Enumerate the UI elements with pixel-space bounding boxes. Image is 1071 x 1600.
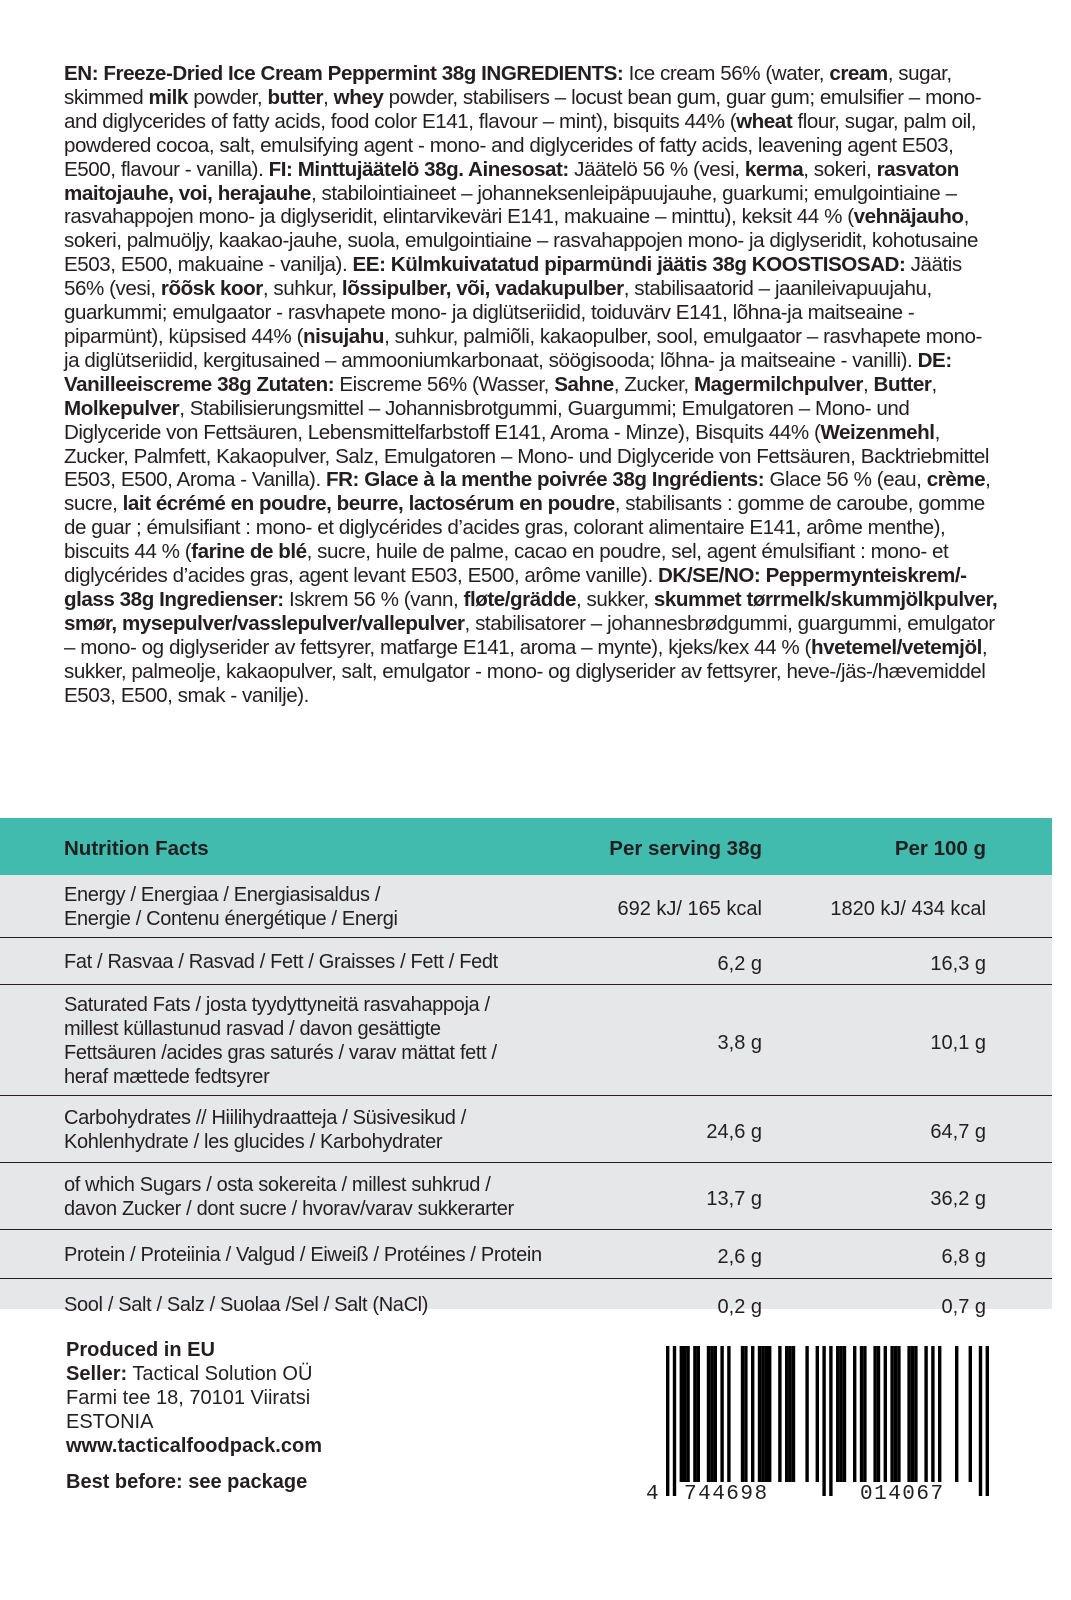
nutrition-value-per-100g: 1820 kJ/ 434 kcal bbox=[830, 898, 986, 920]
nutrition-row bbox=[0, 985, 1052, 1096]
ingredient-text: , sukker, bbox=[576, 587, 654, 611]
ingredient-bold-text: whey bbox=[333, 85, 384, 109]
nutrition-label-line: Fettsäuren /acides gras saturés / varav mättat fett / bbox=[64, 1042, 497, 1064]
nutrition-row bbox=[0, 1163, 1052, 1230]
barcode-bar bbox=[686, 1346, 689, 1482]
barcode-bar bbox=[843, 1346, 846, 1482]
barcode-bar bbox=[758, 1346, 761, 1482]
ingredient-text: , Zucker, bbox=[613, 372, 694, 396]
nutrition-rows bbox=[0, 875, 1052, 1329]
barcode-bar bbox=[836, 1346, 839, 1482]
barcode-bar bbox=[805, 1346, 808, 1482]
ingredient-text: powder, stabilisers – locust bean gum, guar gum; emulsifier – mono- and diglycerides of fatty acids, food color E141, flavour – mint), bisquits 44% ( bbox=[64, 85, 982, 133]
ingredient-text: Jäätelö 56 % (vesi, bbox=[568, 157, 745, 181]
ingredient-text: , stabilointiaineet – johanneksenleipäpuujauhe, guarkumi; emulgointiaine – rasvahappojen mono- ja diglyseridit, elintarvikeväri E141, makuaine – minttu), keksit 44 % ( bbox=[64, 181, 957, 229]
ingredient-text: , stabilisaatorid – jaanileivapuujahu, guarkummi; emulgaator - rasvhapete mono- ja diglütseriidid, toiduvärv E141, lõhna-ja maitseaine - piparmünt), küpsised 44% ( bbox=[64, 277, 932, 348]
barcode-bar bbox=[907, 1346, 910, 1482]
barcode-left-digits: 744698 bbox=[684, 1483, 769, 1506]
ingredient-bold-text: Butter bbox=[873, 372, 932, 396]
barcode-bar bbox=[914, 1346, 917, 1482]
ingredient-bold-text: lait écrémé en poudre, beurre, lactosérum en poudre bbox=[122, 492, 615, 516]
nutrition-value-per-serving: 24,6 g bbox=[706, 1121, 762, 1143]
producer-info bbox=[66, 1338, 322, 1458]
nutrition-value-per-100g: 10,1 g bbox=[930, 1032, 986, 1054]
nutrition-label-line: Energy / Energiaa / Energiasisaldus / bbox=[64, 884, 381, 906]
ingredient-text: , bbox=[323, 85, 334, 109]
barcode-bar bbox=[761, 1346, 764, 1482]
nutrition-value-per-100g: 16,3 g bbox=[930, 953, 986, 975]
nutrition-row-label bbox=[64, 1106, 466, 1154]
ingredient-text: , suhkur, palmiõli, kakaopulber, sool, emulgaator – rasvhapete mono- ja diglütseriidid, kergitusained – ammooniumkarbonaat, söögisooda; lõhna- ja maitseaine - vanilli). bbox=[64, 324, 982, 372]
barcode-bar bbox=[666, 1346, 669, 1496]
barcode-bar bbox=[680, 1346, 683, 1482]
ingredient-bold-text: rasvaton maitojauhe, voi, herajauhe bbox=[64, 157, 959, 205]
ingredient-text: , suhkur, bbox=[262, 277, 342, 301]
ingredient-bold-text: vehnäjauho bbox=[853, 205, 964, 229]
barcode-bar bbox=[877, 1346, 880, 1482]
barcode-bar bbox=[873, 1346, 876, 1482]
barcode-bar bbox=[751, 1346, 754, 1482]
website-link[interactable]: www.tacticalfoodpack.com bbox=[66, 1435, 322, 1457]
nutrition-header-per-serving: Per serving 38g bbox=[609, 837, 762, 860]
seller-address: Farmi tee 18, 70101 Viiratsi bbox=[66, 1387, 311, 1409]
produced-in: Produced in EU bbox=[66, 1339, 215, 1361]
nutrition-header-per-100g: Per 100 g bbox=[894, 837, 986, 860]
barcode-right-digits: 014067 bbox=[860, 1483, 945, 1506]
seller-country: ESTONIA bbox=[66, 1411, 154, 1433]
barcode-bar bbox=[890, 1346, 893, 1482]
barcode-bar bbox=[765, 1346, 768, 1482]
barcode-bar bbox=[788, 1346, 791, 1482]
barcode-bar bbox=[693, 1346, 696, 1482]
ingredient-text: Jäätis 56% (vesi, bbox=[64, 253, 962, 301]
barcode-bar bbox=[768, 1346, 771, 1482]
nutrition-value-per-serving: 2,6 g bbox=[717, 1246, 762, 1268]
nutrition-row-label bbox=[64, 1243, 542, 1267]
nutrition-label-line: Protein / Proteiinia / Valgud / Eiweiß / Protéines / Protein bbox=[64, 1244, 542, 1266]
ingredient-text: , Zucker, Palmfett, Kakaopulver, Salz, Emulgatoren – Mono- und Diglyceride von Fettsäuren, Backtriebmittel E503, E500, Aroma - Vanilla). bbox=[64, 420, 989, 492]
ingredient-bold-text: FR: Glace à la menthe poivrée 38g Ingrédients: bbox=[326, 468, 765, 492]
barcode-first-digit: 4 bbox=[646, 1483, 659, 1506]
best-before: Best before: see package bbox=[66, 1471, 308, 1493]
barcode-bar bbox=[969, 1346, 972, 1482]
nutrition-row-label bbox=[64, 1293, 428, 1317]
ingredient-bold-text: butter bbox=[267, 85, 324, 109]
barcode-bar bbox=[744, 1346, 747, 1482]
ingredient-text: Ice cream 56% (water, bbox=[623, 62, 830, 85]
barcode-bar bbox=[863, 1346, 866, 1482]
ingredient-text: , sukker, palmeolje, kakaopulver, salt, emulgator - mono- og diglyserider av fettsyrer, heve-/jäs-/hævemiddel E503, E500, smak - vanilje). bbox=[64, 635, 988, 707]
barcode-bar bbox=[897, 1346, 900, 1482]
ingredient-bold-text: Weizenmehl bbox=[820, 420, 935, 444]
nutrition-value-per-serving: 13,7 g bbox=[706, 1188, 762, 1210]
nutrition-row-label bbox=[64, 950, 498, 974]
barcode-bar bbox=[938, 1346, 941, 1482]
ingredient-bold-text: FI: Minttujäätelö 38g. Ainesosat: bbox=[268, 157, 569, 181]
barcode-bar bbox=[816, 1346, 819, 1482]
nutrition-header bbox=[0, 818, 1052, 875]
ingredient-text: , stabilisatorer – johannesbrødgummi, guargummi, emulgator – mono- og diglyserider av fettsyrer, matfarge E141, aroma – mynte), kjeks/kex 44 % ( bbox=[64, 611, 995, 659]
ingredient-bold-text: milk bbox=[148, 85, 188, 109]
seller-label: Seller: bbox=[66, 1363, 128, 1385]
ingredient-bold-text: rõõsk koor bbox=[160, 277, 263, 301]
barcode-bar bbox=[778, 1346, 781, 1482]
nutrition-row-label bbox=[64, 1173, 514, 1221]
nutrition-value-per-100g: 36,2 g bbox=[930, 1188, 986, 1210]
barcode-bar bbox=[955, 1346, 958, 1482]
ingredient-text: , sucre, huile de palme, cacao en poudre, sel, agent émulsifiant : mono- et diglycérides d’acides gras, agent levant E503, E500, arôme vanille). bbox=[64, 540, 949, 588]
barcode-bar bbox=[979, 1346, 982, 1496]
barcode-bar bbox=[986, 1346, 989, 1496]
ingredient-bold-text: EN: Freeze-Dried Ice Cream Peppermint 38g INGREDIENTS: bbox=[64, 62, 624, 85]
nutrition-label-line: millest küllastunud rasvad / davon gesättigte bbox=[64, 1018, 441, 1040]
barcode-bar bbox=[860, 1346, 863, 1482]
ingredient-bold-text: farine de blé bbox=[191, 540, 307, 564]
barcode-bar bbox=[884, 1346, 887, 1482]
ingredient-text: , sugar, skimmed bbox=[64, 62, 952, 109]
ingredient-text: , stabilisants : gomme de caroube, gomme de guar ; émulsifiant : mono- et diglycérides d’acides gras, colorant alimentaire E141, arôme menthe), biscuits 44 % ( bbox=[64, 492, 985, 564]
barcode-bar bbox=[853, 1346, 856, 1482]
nutrition-label-line: Kohlenhydrate / les glucides / Karbohydrater bbox=[64, 1131, 443, 1153]
ingredient-text: Glace 56 % (eau, bbox=[764, 468, 927, 492]
nutrition-value-per-100g: 0,7 g bbox=[941, 1296, 986, 1318]
barcode-bar bbox=[720, 1346, 723, 1482]
nutrition-row bbox=[0, 938, 1052, 985]
ingredient-bold-text: fløte/grädde bbox=[463, 587, 576, 611]
nutrition-value-per-serving: 0,2 g bbox=[717, 1296, 762, 1318]
barcode-bar bbox=[714, 1346, 717, 1482]
nutrition-label-line: Carbohydrates // Hiilihydraatteja / Süsivesikud / bbox=[64, 1107, 466, 1129]
nutrition-label-line: Saturated Fats / josta tyydyttyneitä rasvahappoja / bbox=[64, 994, 490, 1016]
barcode-bar bbox=[727, 1346, 730, 1482]
ingredient-bold-text: DK/SE/NO: Peppermynteiskrem/-glass 38g Ingredienser: bbox=[64, 564, 967, 611]
nutrition-label-line: Energie / Contenu énergétique / Energi bbox=[64, 908, 398, 930]
barcode-bar bbox=[924, 1346, 927, 1482]
nutrition-row-label bbox=[64, 883, 398, 931]
ingredient-text: , sokeri, palmuöljy, kaakao-jauhe, suola, emulgointiaine – rasvahappojen mono- ja diglyseridit, kohotusaine E503, E500, makuaine - vanilja). bbox=[64, 205, 978, 277]
nutrition-value-per-serving: 3,8 g bbox=[717, 1032, 762, 1054]
ingredient-text: , bbox=[862, 372, 874, 396]
nutrition-label-line: Sool / Salt / Salz / Suolaa /Sel / Salt (NaCl) bbox=[64, 1294, 429, 1316]
ingredient-bold-text: nisujahu bbox=[302, 324, 385, 348]
ingredient-text: , sokeri, bbox=[803, 157, 877, 181]
barcode-bar bbox=[741, 1346, 744, 1482]
barcode-bar bbox=[839, 1346, 842, 1482]
nutrition-row bbox=[0, 1279, 1052, 1329]
ingredient-bold-text: cream bbox=[829, 62, 888, 85]
nutrition-header-label: Nutrition Facts bbox=[64, 837, 209, 860]
barcode-bar bbox=[785, 1346, 788, 1482]
nutrition-label-line: davon Zucker / dont sucre / hvorav/varav sukkerarter bbox=[64, 1198, 514, 1220]
ingredient-bold-text: crème bbox=[926, 468, 986, 492]
ingredient-bold-text: Sahne bbox=[554, 372, 614, 396]
barcode-bar bbox=[707, 1346, 710, 1482]
nutrition-value-per-serving: 692 kJ/ 165 kcal bbox=[617, 898, 762, 920]
ingredient-bold-text: Magermilchpulver bbox=[693, 372, 863, 396]
nutrition-value-per-serving: 6,2 g bbox=[717, 953, 762, 975]
barcode-bar bbox=[931, 1346, 934, 1482]
seller-name: Tactical Solution OÜ bbox=[127, 1363, 313, 1385]
barcode-bar bbox=[829, 1346, 832, 1496]
barcode-bar bbox=[894, 1346, 897, 1482]
barcode-bar bbox=[683, 1346, 686, 1482]
nutrition-row bbox=[0, 875, 1052, 938]
ingredient-bold-text: skummet tørrmelk/skummjölkpulver, smør, mysepulver/vasslepulver/vallepulver bbox=[64, 587, 998, 635]
nutrition-row bbox=[0, 1096, 1052, 1163]
nutrition-row bbox=[0, 1230, 1052, 1279]
ingredient-bold-text: wheat bbox=[736, 109, 793, 133]
nutrition-value-per-100g: 64,7 g bbox=[930, 1121, 986, 1143]
ingredient-bold-text: hvetemel/vetemjöl bbox=[810, 635, 982, 659]
seller-line bbox=[66, 1362, 322, 1386]
nutrition-row-label bbox=[64, 993, 497, 1089]
ingredient-text: , sucre, bbox=[64, 468, 991, 516]
nutrition-label-line: of which Sugars / osta sokereita / millest suhkrud / bbox=[64, 1174, 491, 1196]
nutrition-label-line: heraf mættede fedtsyrer bbox=[64, 1066, 270, 1088]
barcode-bar bbox=[697, 1346, 700, 1482]
barcode-bar bbox=[911, 1346, 914, 1482]
barcode-bar bbox=[710, 1346, 713, 1482]
barcode-bar bbox=[822, 1346, 825, 1496]
ingredient-text: , bbox=[931, 372, 937, 396]
ingredient-text: powder, bbox=[187, 85, 268, 109]
ingredient-text: Eiscreme 56% (Wasser, bbox=[334, 372, 555, 396]
barcode-bar bbox=[673, 1346, 676, 1496]
ingredient-text: , Stabilisierungsmittel – Johannisbrotgummi, Guargummi; Emulgatoren – Mono- und Diglyceride von Fettsäuren, Lebensmittelfarbstoff E141, Aroma - Minze), Bisquits 44% ( bbox=[64, 396, 910, 444]
ingredient-bold-text: kerma bbox=[744, 157, 804, 181]
ingredient-bold-text: lõssipulber, või, vadakupulber bbox=[341, 277, 624, 301]
ingredient-bold-text: EE: Külmkuivatatud piparmündi jäätis 38g KOOSTISOSAD: bbox=[352, 253, 906, 277]
ingredient-text: flour, sugar, palm oil, powdered cocoa, salt, emulsifying agent - mono- and diglycerides of fatty acids, leavening agent E503, E500, flavour - vanilla). bbox=[64, 109, 977, 181]
ingredient-bold-text: Molkepulver bbox=[64, 396, 180, 420]
nutrition-facts-table bbox=[0, 818, 1052, 1318]
nutrition-label-line: Fat / Rasvaa / Rasvad / Fett / Graisses / Fett / Fedt bbox=[64, 951, 498, 973]
ingredient-text: Iskrem 56 % (vann, bbox=[283, 587, 464, 611]
ingredient-bold-text: DE: Vanilleeiscreme 38g Zutaten: bbox=[64, 348, 952, 396]
barcode-bar bbox=[792, 1346, 795, 1482]
nutrition-value-per-100g: 6,8 g bbox=[941, 1246, 986, 1268]
ingredients-text bbox=[64, 62, 1002, 707]
